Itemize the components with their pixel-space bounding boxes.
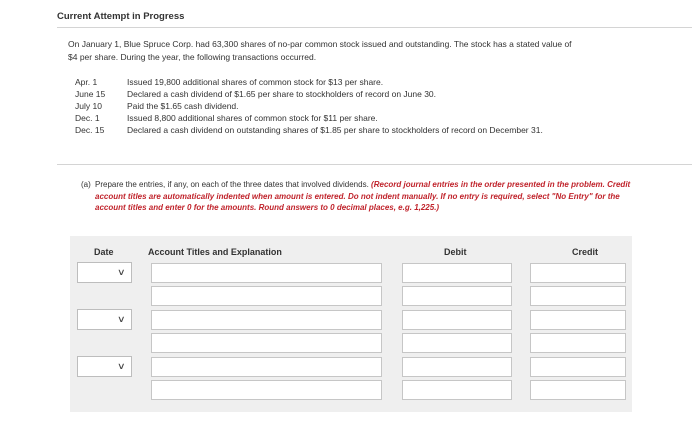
- journal-entry-table: [70, 236, 632, 412]
- debit-input[interactable]: [402, 263, 512, 283]
- column-header-debit: Debit: [444, 247, 467, 257]
- debit-input[interactable]: [402, 333, 512, 353]
- part-a-instructions: [81, 179, 640, 214]
- credit-input[interactable]: [530, 357, 626, 377]
- intro-line-2: $4 per share. During the year, the following transactions occurred.: [68, 52, 317, 62]
- intro-line-1: On January 1, Blue Spruce Corp. had 63,300 shares of no-par common stock issued and outstanding. The stock has a stated value of: [68, 39, 572, 49]
- transaction-list: [75, 76, 543, 136]
- account-title-input[interactable]: [151, 357, 382, 377]
- transaction-row: [75, 100, 543, 112]
- credit-input[interactable]: [530, 380, 626, 400]
- column-header-credit: Credit: [572, 247, 599, 257]
- credit-input[interactable]: [530, 310, 626, 330]
- transaction-row: [75, 124, 543, 136]
- chevron-down-icon: ∨: [117, 267, 126, 277]
- transaction-row: [75, 76, 543, 88]
- section-divider: [57, 164, 692, 165]
- chevron-down-icon: ∨: [117, 361, 126, 371]
- transaction-text: Paid the $1.65 cash dividend.: [127, 101, 239, 111]
- transaction-date: Dec. 15: [75, 125, 105, 135]
- account-title-input[interactable]: [151, 380, 382, 400]
- date-select[interactable]: [77, 356, 132, 377]
- transaction-date: Apr. 1: [75, 77, 98, 87]
- account-title-input[interactable]: [151, 263, 382, 283]
- transaction-text: Declared a cash dividend of $1.65 per share to stockholders of record on June 30.: [127, 89, 437, 99]
- credit-input[interactable]: [530, 263, 626, 283]
- transaction-text: Declared a cash dividend on outstanding shares of $1.85 per share to stockholders of record on December 31.: [127, 125, 543, 135]
- account-title-input[interactable]: [151, 310, 382, 330]
- debit-input[interactable]: [402, 286, 512, 306]
- credit-input[interactable]: [530, 333, 626, 353]
- header-title: Current Attempt in Progress: [57, 11, 185, 22]
- transaction-date: June 15: [75, 89, 106, 99]
- header-divider: [57, 27, 692, 28]
- debit-input[interactable]: [402, 380, 512, 400]
- part-label: (a): [81, 180, 91, 189]
- column-header-date: Date: [94, 247, 114, 257]
- chevron-down-icon: ∨: [117, 314, 126, 324]
- instruction-note: (Record journal entries in the order presented in the problem. Credit account titles are automatically indented when amount is entered. Do not indent manually. If no entry is required, select "No Entry" for the account titles and enter 0 for the amounts. Round answers to 0 decimal places, e.g. 1,225.): [95, 180, 631, 212]
- transaction-date: Dec. 1: [75, 113, 100, 123]
- transaction-row: [75, 112, 543, 124]
- debit-input[interactable]: [402, 357, 512, 377]
- transaction-row: [75, 88, 543, 100]
- column-header-account: Account Titles and Explanation: [148, 247, 282, 257]
- account-title-input[interactable]: [151, 333, 382, 353]
- transaction-text: Issued 8,800 additional shares of common stock for $11 per share.: [127, 113, 378, 123]
- transaction-text: Issued 19,800 additional shares of common stock for $13 per share.: [127, 77, 384, 87]
- account-title-input[interactable]: [151, 286, 382, 306]
- instruction-text: Prepare the entries, if any, on each of the three dates that involved dividends.: [95, 180, 369, 189]
- problem-intro: [68, 38, 658, 64]
- date-select[interactable]: [77, 309, 132, 330]
- debit-input[interactable]: [402, 310, 512, 330]
- transaction-date: July 10: [75, 101, 102, 111]
- credit-input[interactable]: [530, 286, 626, 306]
- date-select[interactable]: [77, 262, 132, 283]
